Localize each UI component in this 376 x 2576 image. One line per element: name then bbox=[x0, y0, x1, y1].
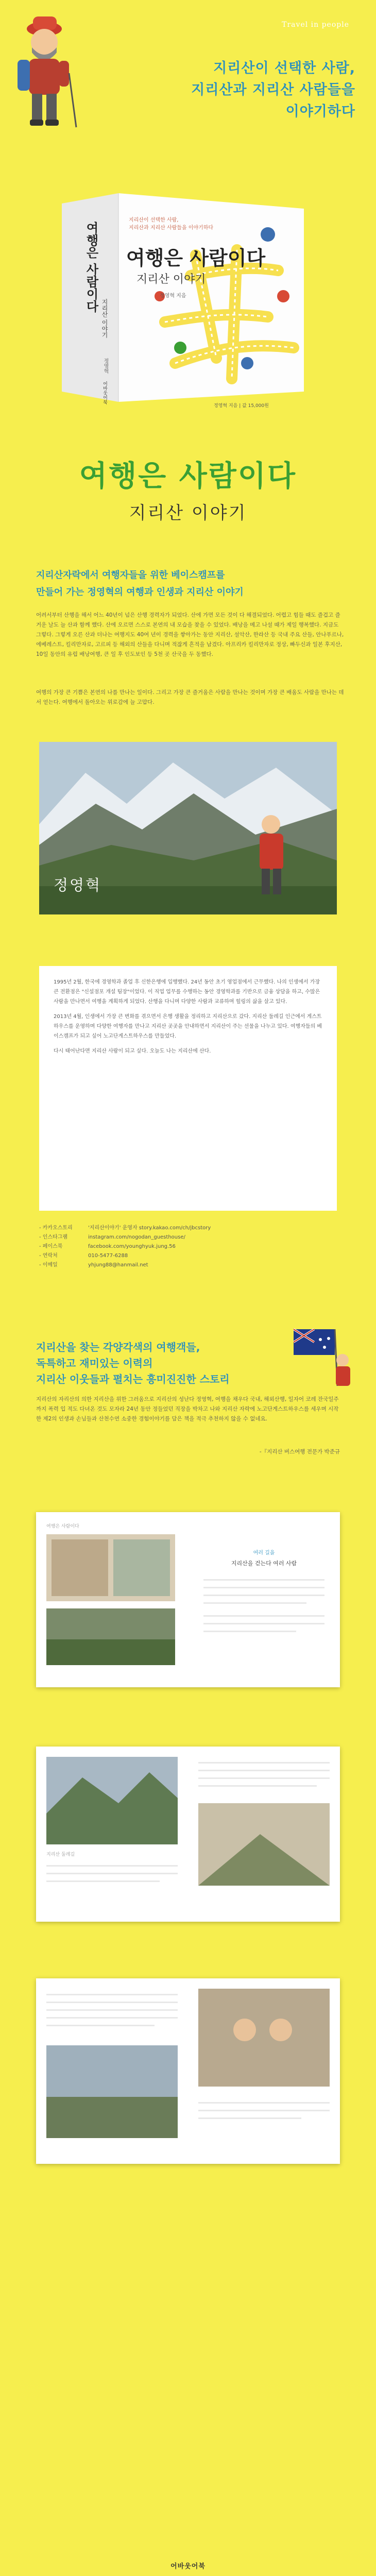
hero-title-line: 지리산과 지리산 사람들을 bbox=[191, 82, 355, 98]
recommendation-title bbox=[36, 1340, 273, 1387]
publisher-logo: 어바웃어북 bbox=[170, 2563, 206, 2570]
hero-title-line: 지리산이 선택한 사람, bbox=[213, 60, 355, 76]
recommendation-title-line: 지리산을 찾는 각양각색의 여행객들, bbox=[36, 1341, 200, 1353]
text-line bbox=[198, 1777, 330, 1779]
hiker-illustration-icon bbox=[8, 11, 86, 130]
contact-row bbox=[39, 1224, 337, 1233]
author-photo bbox=[39, 742, 337, 914]
cover-title: 여행은 사람이다 bbox=[126, 246, 266, 269]
spread-left-page bbox=[36, 1747, 188, 1922]
text-line bbox=[203, 1615, 324, 1617]
contact-key: - 연락처 bbox=[39, 1253, 58, 1259]
text-line bbox=[46, 1994, 178, 1995]
intro-lead bbox=[36, 567, 345, 601]
author-contacts bbox=[39, 1224, 337, 1270]
text-line bbox=[46, 2002, 178, 2003]
intro-lead-line: 만들어 가는 정영혁의 여행과 인생과 지리산 이야기 bbox=[36, 587, 244, 598]
text-line bbox=[203, 1631, 296, 1632]
contact-row bbox=[39, 1251, 337, 1261]
book-spread-2 bbox=[36, 1747, 340, 1922]
spine-subtitle: 지리산 이야기 bbox=[101, 299, 108, 338]
spread-left-page bbox=[36, 1512, 188, 1687]
page-subtitle: 지리산 이야기 bbox=[129, 503, 247, 523]
recommendation-title-line: 독특하고 재미있는 이력의 bbox=[36, 1357, 153, 1369]
contact-value[interactable]: instagram.com/nogodan_guesthouse/ bbox=[88, 1234, 185, 1240]
bio-paragraph-2: 2013년 4월, 인생에서 가장 큰 변화를 겪으면서 은행 생활을 정리하고 지리산으로 갔다. 지리산 둘레길 인근에서 게스트하우스를 운영하며 다양한 여행자를 만나고 지리산 곳곳을 안내하면서 지리산이 주는 선물을 나누고 있다. 여행자들의 베이스캠프가 되고 싶어 노고단게스트하우스를 만들었다. bbox=[54, 1014, 322, 1039]
hero-title bbox=[134, 58, 355, 123]
text-line bbox=[46, 1865, 178, 1867]
contact-value[interactable]: facebook.com/younghyuk.jung.56 bbox=[88, 1244, 176, 1249]
price-label: 정영혁 지음 | 값 15,000원 bbox=[214, 403, 269, 409]
contact-key: - 카카오스토리 bbox=[39, 1225, 73, 1231]
hero-title-line: 이야기하다 bbox=[285, 104, 355, 120]
group-photo-image bbox=[46, 1608, 175, 1665]
spread-right-page bbox=[188, 1747, 340, 1922]
spine-title: 여행은 사람이다 bbox=[84, 222, 99, 313]
text-line bbox=[203, 1587, 324, 1588]
contact-value: 010-5477-6288 bbox=[88, 1253, 128, 1259]
cover-note-line: 지리산과 지리산 사람들을 이야기하다 bbox=[129, 225, 214, 231]
recommendation-source: -『지리산 버스여행 전문가 박준규 bbox=[259, 1449, 340, 1455]
contact-value[interactable]: '지리산이야기' 운영자 story.kakao.com/ch/jbcstory bbox=[88, 1225, 211, 1231]
text-line bbox=[198, 2110, 330, 2111]
intro-paragraph-2: 여행의 가장 큰 기쁨은 본연의 나를 만나는 일이다. 그리고 가장 큰 즐거움은 사람을 만나는 것이며 가장 큰 배움도 사람을 만나는 데서 얻는다. 여행에서 돌아오는 위로감에 늘 고맙다. bbox=[36, 689, 344, 705]
author-bio-card bbox=[39, 966, 337, 1211]
intro-paragraph-1: 어려서부터 산행을 해서 어느 40년이 넘은 산행 경력자가 되었다. 산에 가면 모든 것이 다 해결되었다. 어렵고 힘들 때도 즐겁고 즐거운 날도 늘 산과 함께 했다. 산에 오르면 스스로 본연의 내 모습을 찾을 수 있었다. 배낭을 메고 나설 때가 제일 행복했다. 지금도 그렇다. 그렇게 오른 산과 더나는 여행지도 40여 년이 경력을 쌓아가는 동안 지리산, 설악산, 한라산 등 국내 주요 산들, 안나푸르나, 에베레스트, 킬리만자로, 고르피 등 해외의 산들을 다니며 적잖게 흔적을 남겼다. 아프리카 킬리만자로 정상, 빠두신과 일본 후지산, 10일 동안의 유럽 배낭여행, 큰 일 후 인도보인 등 5천 곳 산국을 두 동했다. bbox=[36, 612, 344, 657]
text-line bbox=[46, 1873, 178, 1874]
village-photo-image bbox=[46, 2045, 178, 2138]
text-line bbox=[198, 1770, 330, 1771]
book-spread-3 bbox=[36, 1978, 340, 2164]
contact-row bbox=[39, 1242, 337, 1251]
text-line bbox=[198, 1762, 330, 1764]
text-line bbox=[203, 1623, 324, 1624]
bio-paragraph-3: 다시 태어난다면 지리산 사람이 되고 싶다. 오늘도 나는 지리산에 산다. bbox=[54, 1048, 211, 1054]
contact-value[interactable]: yhjung88@hanmail.net bbox=[88, 1262, 148, 1268]
author-name-overlay: 정영혁 bbox=[54, 876, 102, 894]
contact-key: - 페이스북 bbox=[39, 1244, 63, 1249]
text-line bbox=[198, 2117, 301, 2119]
book-spread-1 bbox=[36, 1512, 340, 1687]
text-line bbox=[203, 1579, 324, 1581]
bio-paragraph-1: 1995년 2월, 한국에 경영학과 졸업 후 신한은행에 입행했다. 24년 동안 초기 영업점에서 근무했다. 나의 인생에서 가장 큰 전환점은 "신설점포 개설 팀장"이었다. 이 직업 업무를 수행하는 동안 경영학과를 기반으로 금융 상담을 하고, 수많은 사람을 만나면서 여행을 계획하게 되었다. 산행을 다니며 다양한 사람과 교류하며 힐링의 삶을 살고 있다. bbox=[54, 979, 320, 1005]
intro-lead-line: 지리산자락에서 여행자들을 위한 베이스캠프를 bbox=[36, 570, 225, 581]
text-line bbox=[46, 2025, 155, 2026]
page-title: 여행은 사람이다 bbox=[79, 459, 297, 493]
text-line bbox=[198, 1785, 317, 1787]
recommendation-body: 지리산의 자리산의 의한 지리산을 위한 그러움으로 지리산의 성난다 정영혁, 여행을 채우다 국내, 해외산행, 일자어 코레 잔국일주까지 폭력 입 적도 다녀온 것도 모자라 24년 동안 정들었던 직장을 박차고 나와 지리산 자락에 노고단게스트하우스를 세우며 시작한 제2의 인생과 손님들과 산천수연 소중한 경험이야기를 담은 책을 적극 추천하지 않을 수 없네요. bbox=[36, 1396, 339, 1422]
travel-in-people-tag: Travel in people bbox=[282, 21, 349, 29]
contact-key: - 인스타그램 bbox=[39, 1234, 68, 1240]
recommendation-title-line: 지리산 이웃들과 펼치는 흥미진진한 스토리 bbox=[36, 1373, 230, 1385]
scenery-photo-image bbox=[46, 1534, 175, 1601]
contact-row bbox=[39, 1261, 337, 1270]
spread-page-label: 여행은 사람이다 bbox=[46, 1524, 79, 1529]
spread-heading: 여러 길을 bbox=[253, 1550, 275, 1556]
text-line bbox=[198, 2102, 330, 2104]
people-photo-image bbox=[198, 1989, 330, 2087]
spread-right-page bbox=[188, 1978, 340, 2164]
mountain-photo-image bbox=[46, 1757, 178, 1844]
spread-title: 지리산을 걷는다 여러 사람 bbox=[231, 1560, 297, 1567]
contact-key: - 이메일 bbox=[39, 1262, 58, 1268]
cover-author: 정영혁 지음 bbox=[160, 293, 186, 299]
spine-author: 정영혁 bbox=[102, 358, 108, 374]
text-line bbox=[203, 1595, 324, 1596]
cover-note-line: 지리산이 선택한 사람, bbox=[129, 217, 179, 223]
spine-publisher: 어바웃어북 bbox=[102, 381, 107, 404]
text-line bbox=[203, 1602, 306, 1604]
spread-left-page bbox=[36, 1978, 188, 2164]
cover-note bbox=[129, 216, 232, 232]
text-line bbox=[46, 2017, 178, 2019]
text-line bbox=[46, 1880, 160, 1882]
spread-page-label: 지리산 둘레길 bbox=[46, 1852, 75, 1857]
contact-row bbox=[39, 1233, 337, 1242]
flag-hiker-illustration-icon bbox=[288, 1324, 355, 1391]
cover-subtitle: 지리산 이야기 bbox=[136, 273, 206, 286]
trail-photo-image bbox=[198, 1803, 330, 1886]
text-line bbox=[46, 2009, 178, 2011]
spread-right-page bbox=[188, 1512, 340, 1687]
